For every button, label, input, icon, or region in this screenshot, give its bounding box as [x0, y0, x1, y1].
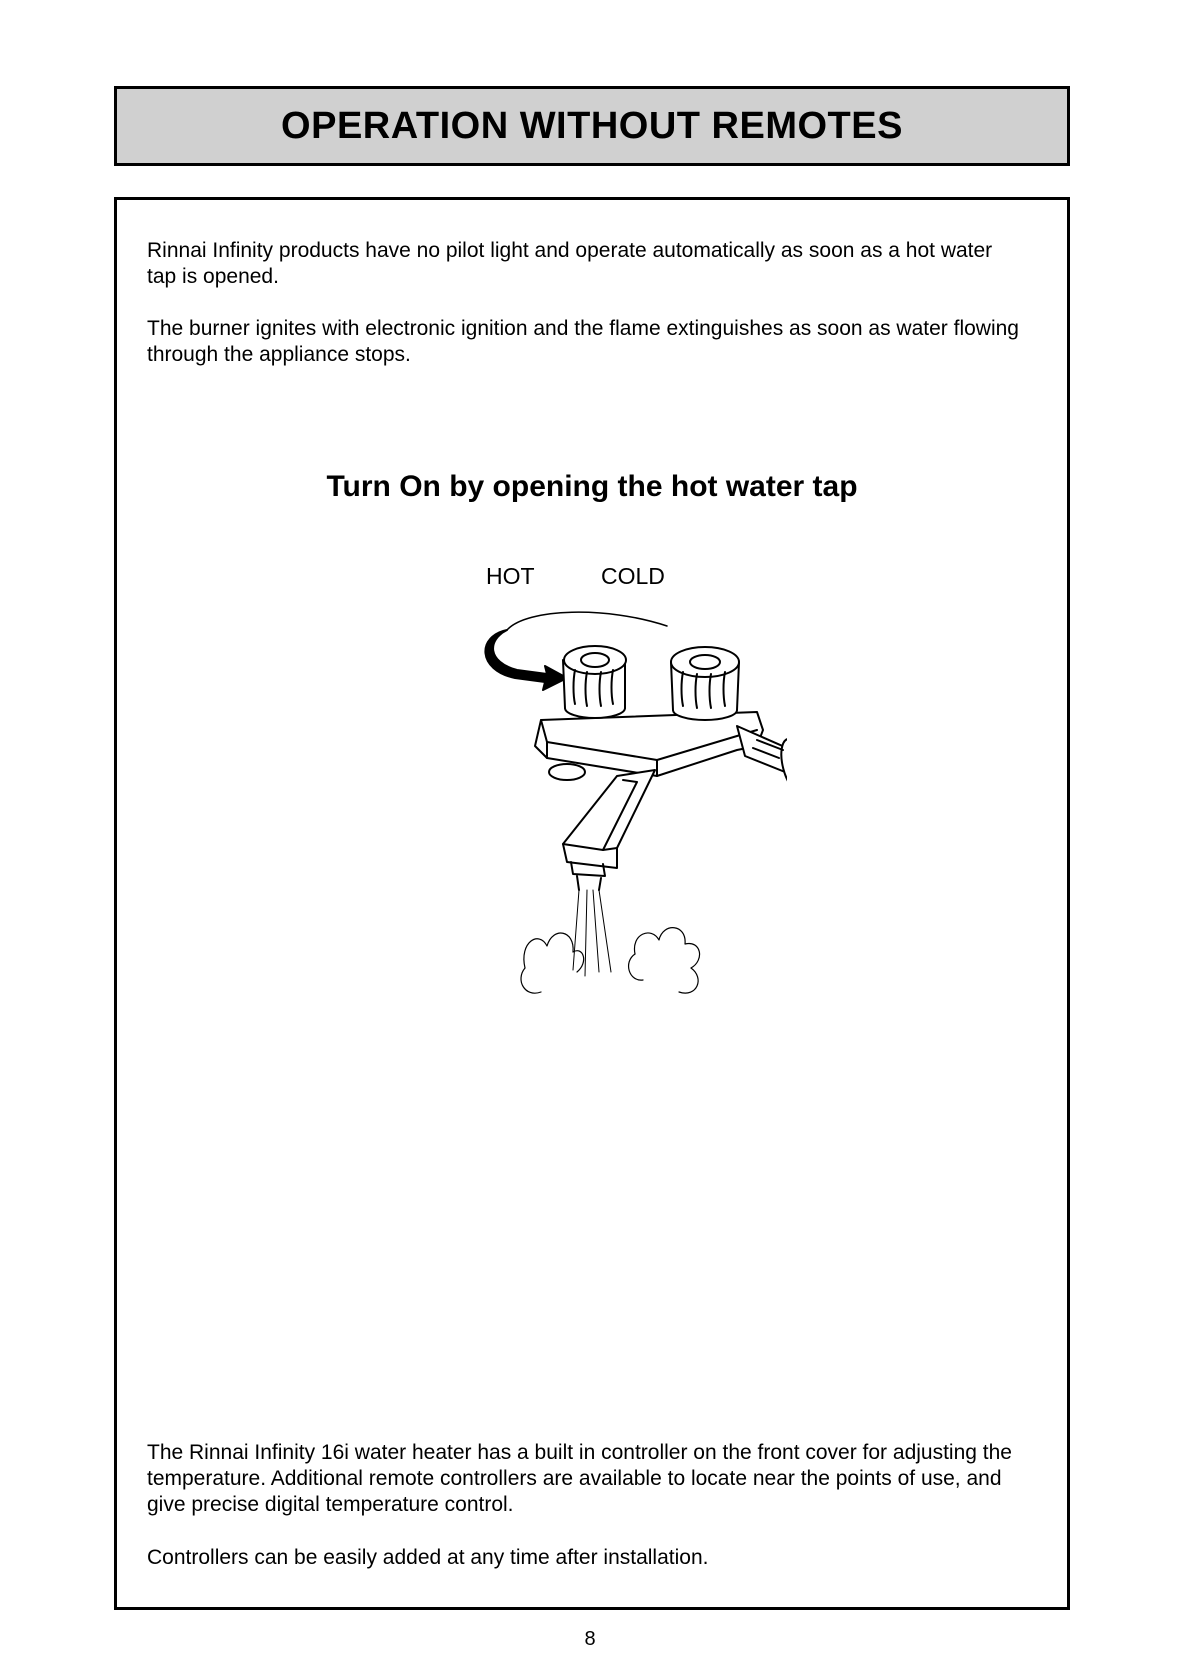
page-title: OPERATION WITHOUT REMOTES — [281, 104, 903, 147]
intro-paragraph: Rinnai Infinity products have no pilot light and operate automatically as soon as a hot water tap is opened. — [147, 239, 993, 288]
cold-label: COLD — [601, 563, 665, 589]
controllers-note-paragraph: Controllers can be easily added at any time after installation. — [147, 1546, 709, 1569]
section-subheading: Turn On by opening the hot water tap — [326, 470, 858, 503]
page-number: 8 — [584, 1628, 596, 1650]
title-box — [114, 86, 1070, 166]
content-box — [114, 197, 1070, 1610]
ignition-paragraph: The burner ignites with electronic ignition and the flame extinguishes as soon as water flowing through the appliance stops. — [147, 317, 1019, 366]
controller-paragraph: The Rinnai Infinity 16i water heater has a built in controller on the front cover for adjusting the temperature. Additional remote controllers are available to locate near the points of use, and give precise digital temperature control. — [147, 1441, 1012, 1516]
water-tap-illustration — [407, 600, 787, 1030]
hot-label: HOT — [486, 563, 535, 589]
